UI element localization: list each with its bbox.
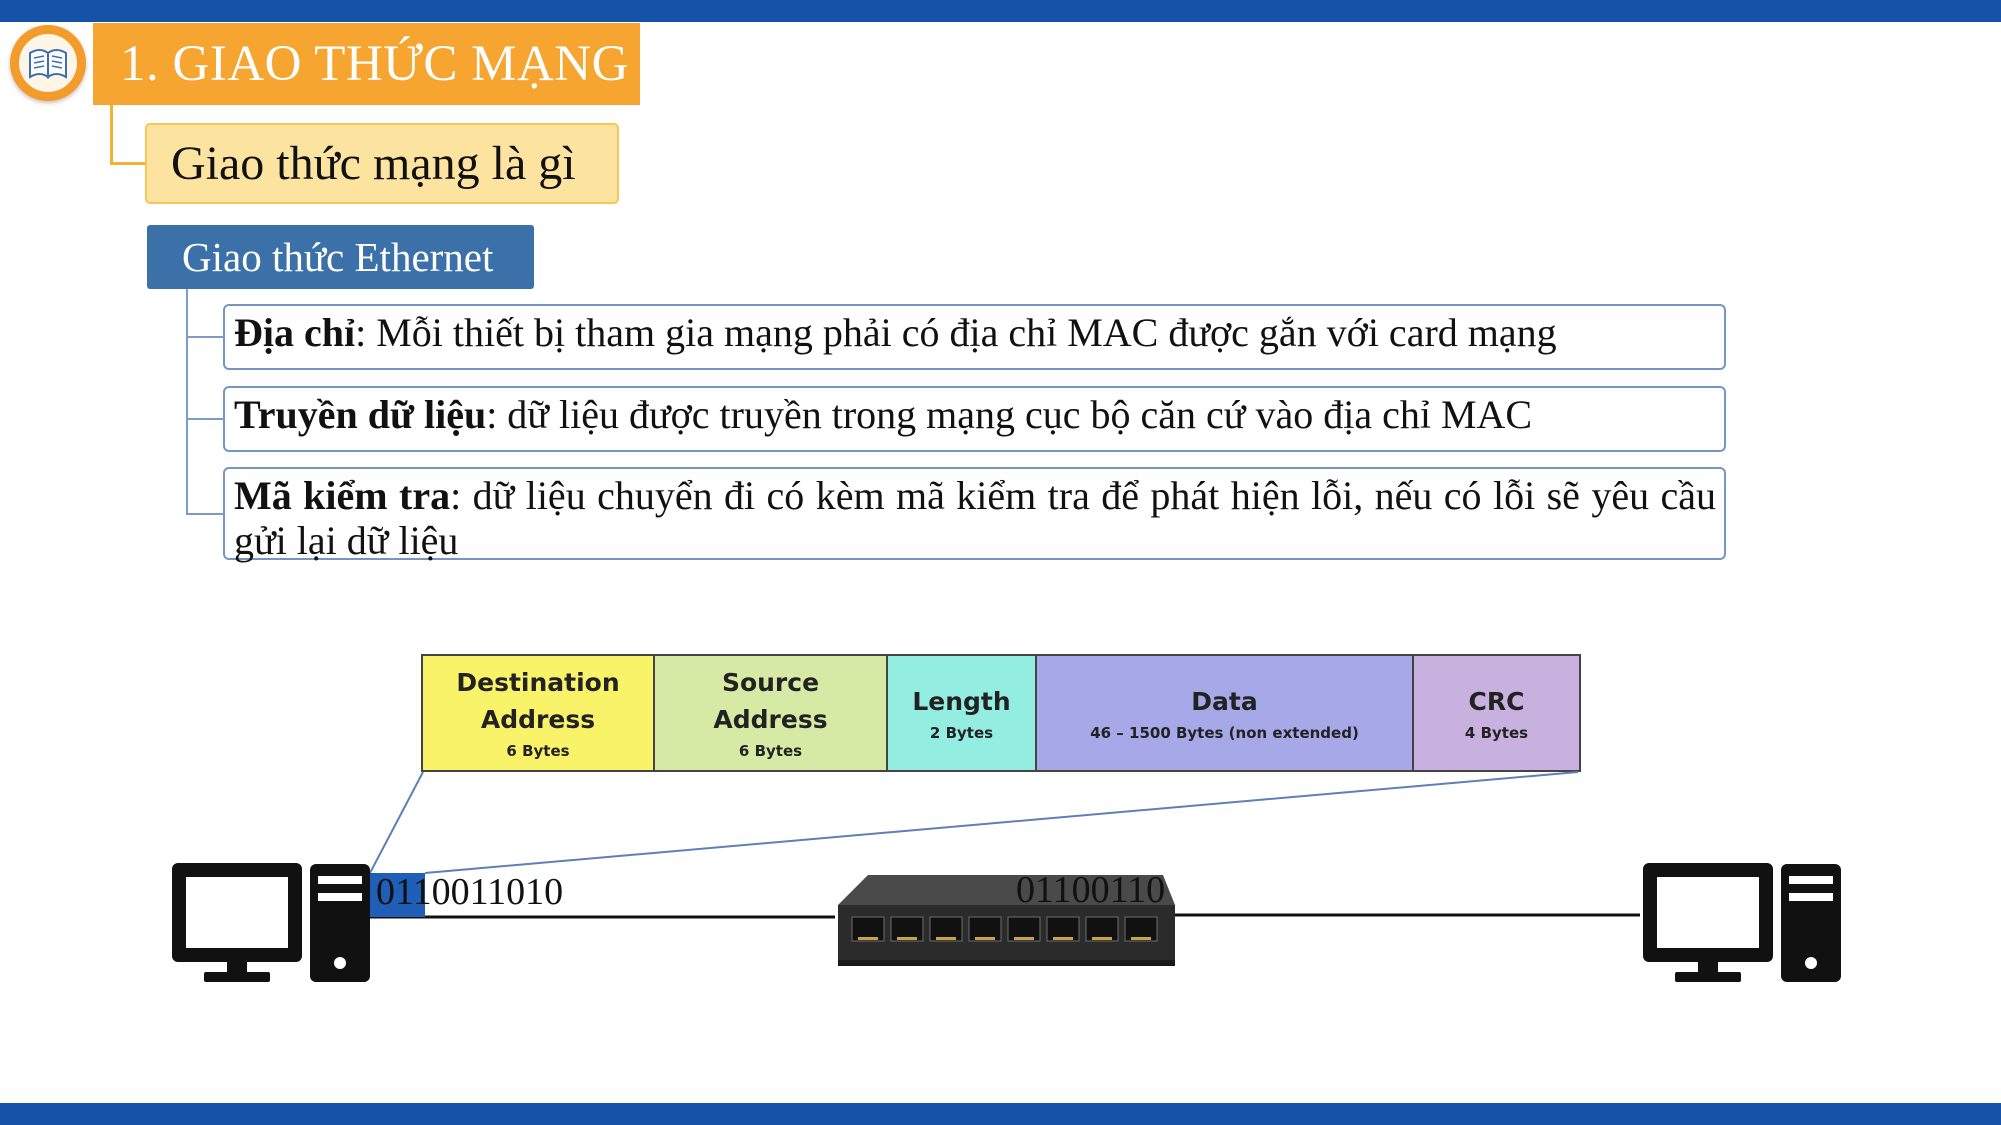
bitstream-switch: 01100110 xyxy=(1016,869,1166,911)
section-title: 1. GIAO THỨC MẠNG xyxy=(120,36,629,92)
zoom-line-left xyxy=(370,772,423,873)
field-size: 6 Bytes xyxy=(506,742,570,760)
sender-computer-icon xyxy=(172,863,370,982)
field-size: 46 – 1500 Bytes (non extended) xyxy=(1090,723,1359,742)
bullet-checksum-text: : dữ liệu chuyển đi có kèm mã kiểm tra để phát hiện lỗi, nếu có lỗi sẽ yêu cầu gửi lại dữ liệu xyxy=(234,473,1716,563)
bullet-transmission-term: Truyền dữ liệu xyxy=(234,392,487,437)
field-label: CRC xyxy=(1468,686,1525,716)
field-label: Destination xyxy=(456,668,620,697)
bullet-address-text: : Mỗi thiết bị tham gia mạng phải có địa chỉ MAC được gắn với card mạng xyxy=(355,310,1557,355)
bullet-transmission-text: : dữ liệu được truyền trong mạng cục bộ căn cứ vào địa chỉ MAC xyxy=(486,392,1533,437)
receiver-computer-icon xyxy=(1643,863,1841,982)
field-label: Address xyxy=(480,705,596,734)
field-size: 6 Bytes xyxy=(738,742,803,760)
field-label: Data xyxy=(1191,686,1258,716)
subtitle: Giao thức mạng là gì xyxy=(171,137,576,190)
bullet-checksum-term: Mã kiểm tra xyxy=(234,473,451,518)
field-size: 2 Bytes xyxy=(929,723,994,742)
bitstream-sender: 0110011010 xyxy=(376,871,564,913)
field-size: 4 Bytes xyxy=(1464,723,1529,742)
field-label: Address xyxy=(713,705,828,734)
zoom-line-right xyxy=(425,772,1578,873)
bullet-address-term: Địa chỉ xyxy=(234,310,356,355)
field-label: Length xyxy=(912,686,1011,716)
topic-title: Giao thức Ethernet xyxy=(182,234,494,280)
field-label: Source xyxy=(721,668,820,697)
bottom-accent-bar xyxy=(0,1103,2001,1125)
